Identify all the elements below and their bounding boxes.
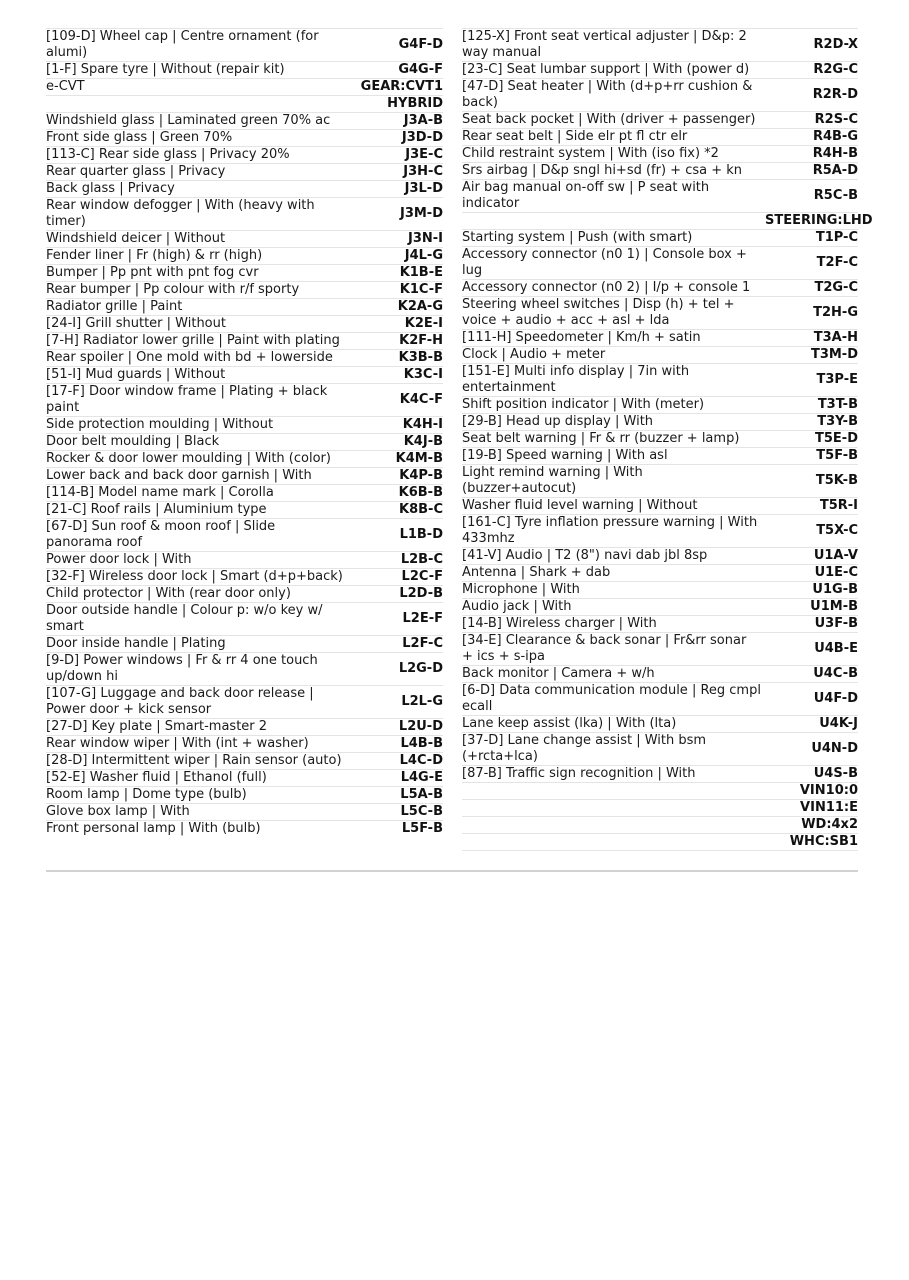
spec-description: Side protection moulding | Without bbox=[46, 417, 274, 432]
table-row bbox=[46, 752, 443, 769]
spec-code: T3M-D bbox=[810, 347, 858, 362]
spec-description: [28-D] Intermittent wiper | Rain sensor (auto) bbox=[46, 753, 342, 768]
table-row bbox=[462, 430, 858, 447]
table-row bbox=[46, 685, 443, 718]
table-row bbox=[462, 145, 858, 162]
spec-code: K4J-B bbox=[403, 434, 443, 449]
table-row bbox=[462, 212, 873, 229]
spec-description: [107-G] Luggage and back door release | Power door + kick sensor bbox=[46, 686, 314, 717]
spec-code: K2E-I bbox=[404, 316, 443, 331]
table-row bbox=[462, 514, 858, 547]
spec-code: T5E-D bbox=[815, 431, 858, 446]
table-row bbox=[46, 602, 443, 635]
table-row bbox=[462, 28, 858, 61]
table-row bbox=[46, 61, 443, 78]
spec-description: Light remind warning | With (buzzer+autocut) bbox=[462, 465, 643, 496]
spec-description: Rear window wiper | With (int + washer) bbox=[46, 736, 309, 751]
spec-code: T5F-B bbox=[816, 448, 858, 463]
spec-description: [109-D] Wheel cap | Centre ornament (for alumi) bbox=[46, 29, 319, 60]
spec-code: T3Y-B bbox=[817, 414, 858, 429]
table-row bbox=[462, 765, 858, 782]
spec-description: [111-H] Speedometer | Km/h + satin bbox=[462, 330, 701, 345]
spec-description: Rear seat belt | Side elr pt fl ctr elr bbox=[462, 129, 688, 144]
table-row bbox=[462, 396, 858, 413]
spec-code: U3F-B bbox=[814, 616, 858, 631]
spec-code: J3H-C bbox=[403, 164, 443, 179]
spec-description: [41-V] Audio | T2 (8") navi dab jbl 8sp bbox=[462, 548, 708, 563]
table-row bbox=[462, 61, 858, 78]
spec-description: Microphone | With bbox=[462, 582, 580, 597]
spec-code: K2A-G bbox=[397, 299, 443, 314]
table-row bbox=[462, 581, 858, 598]
spec-description: Steering wheel switches | Disp (h) + tel + voice + audio + acc + asl + lda bbox=[462, 297, 735, 328]
spec-code: J4L-G bbox=[404, 248, 443, 263]
spec-description: [29-B] Head up display | With bbox=[462, 414, 654, 429]
table-row bbox=[462, 564, 858, 581]
table-row bbox=[462, 111, 858, 128]
table-row bbox=[46, 180, 443, 197]
spec-code: VIN11:E bbox=[800, 800, 858, 815]
spec-description: Rocker & door lower moulding | With (color) bbox=[46, 451, 331, 466]
spec-description: [32-F] Wireless door lock | Smart (d+p+back) bbox=[46, 569, 343, 584]
table-row bbox=[46, 281, 443, 298]
spec-code: T5X-C bbox=[816, 523, 858, 538]
spec-code: HYBRID bbox=[387, 96, 443, 111]
spec-description: Shift position indicator | With (meter) bbox=[462, 397, 705, 412]
table-row bbox=[46, 735, 443, 752]
table-row bbox=[46, 112, 443, 129]
spec-description: Seat back pocket | With (driver + passenger) bbox=[462, 112, 756, 127]
spec-code: J3L-D bbox=[404, 181, 443, 196]
spec-description: Clock | Audio + meter bbox=[462, 347, 606, 362]
spec-code: K1B-E bbox=[399, 265, 443, 280]
spec-description: [37-D] Lane change assist | With bsm (+rcta+lca) bbox=[462, 733, 707, 764]
table-row bbox=[46, 298, 443, 315]
table-row bbox=[46, 803, 443, 820]
spec-code: J3M-D bbox=[399, 206, 443, 221]
spec-description: [113-C] Rear side glass | Privacy 20% bbox=[46, 147, 290, 162]
spec-description: [24-I] Grill shutter | Without bbox=[46, 316, 226, 331]
spec-code: R5A-D bbox=[812, 163, 858, 178]
table-row bbox=[462, 715, 858, 732]
spec-description: Antenna | Shark + dab bbox=[462, 565, 611, 580]
spec-description: Lane keep assist (lka) | With (lta) bbox=[462, 716, 677, 731]
spec-code: GEAR:CVT1 bbox=[360, 79, 443, 94]
spec-description: [87-B] Traffic sign recognition | With bbox=[462, 766, 696, 781]
table-row bbox=[46, 230, 443, 247]
spec-code: U4F-D bbox=[813, 691, 858, 706]
spec-code: R2G-C bbox=[813, 62, 858, 77]
spec-code: T2H-G bbox=[813, 305, 858, 320]
spec-code: K8B-C bbox=[399, 502, 443, 517]
spec-code: R5C-B bbox=[813, 188, 858, 203]
spec-description: Audio jack | With bbox=[462, 599, 572, 614]
spec-code: U1A-V bbox=[813, 548, 858, 563]
spec-description: [9-D] Power windows | Fr & rr 4 one touch up/down hi bbox=[46, 653, 318, 684]
spec-code: L2C-F bbox=[401, 569, 443, 584]
spec-description: Door inside handle | Plating bbox=[46, 636, 226, 651]
spec-code: J3D-D bbox=[401, 130, 443, 145]
table-row bbox=[46, 551, 443, 568]
spec-description: Front side glass | Green 70% bbox=[46, 130, 233, 145]
spec-code: K6B-B bbox=[398, 485, 443, 500]
options-table-left bbox=[46, 28, 443, 837]
table-row bbox=[462, 363, 858, 396]
table-row bbox=[462, 598, 858, 615]
spec-description: [114-B] Model name mark | Corolla bbox=[46, 485, 274, 500]
spec-code: WHC:SB1 bbox=[789, 834, 858, 849]
spec-code: L2B-C bbox=[400, 552, 443, 567]
spec-code: L2G-D bbox=[398, 661, 443, 676]
table-row bbox=[462, 615, 858, 632]
table-row bbox=[46, 416, 443, 433]
spec-description: [125-X] Front seat vertical adjuster | D&p: 2 way manual bbox=[462, 29, 747, 60]
table-row bbox=[46, 78, 443, 95]
table-row bbox=[462, 816, 858, 833]
table-row bbox=[462, 279, 858, 296]
spec-code: U4N-D bbox=[811, 741, 858, 756]
spec-description: Air bag manual on-off sw | P seat with indicator bbox=[462, 180, 710, 211]
spec-description: Glove box lamp | With bbox=[46, 804, 190, 819]
spec-code: K4C-F bbox=[399, 392, 443, 407]
table-row bbox=[46, 518, 443, 551]
table-row bbox=[462, 632, 858, 665]
spec-code: T3T-B bbox=[817, 397, 858, 412]
table-row bbox=[46, 366, 443, 383]
spec-code: L1B-D bbox=[399, 527, 443, 542]
table-row bbox=[462, 346, 858, 363]
spec-description: Windshield glass | Laminated green 70% ac bbox=[46, 113, 331, 128]
bottom-divider bbox=[46, 870, 858, 872]
spec-code: K1C-F bbox=[399, 282, 443, 297]
table-row bbox=[462, 229, 858, 246]
table-row bbox=[46, 568, 443, 585]
spec-description: [27-D] Key plate | Smart-master 2 bbox=[46, 719, 268, 734]
spec-code: T2F-C bbox=[816, 255, 858, 270]
spec-code: T5K-B bbox=[815, 473, 858, 488]
spec-description: Back glass | Privacy bbox=[46, 181, 175, 196]
spec-code: T3P-E bbox=[816, 372, 858, 387]
spec-code: L2D-B bbox=[399, 586, 443, 601]
table-row bbox=[46, 332, 443, 349]
spec-code: J3E-C bbox=[405, 147, 443, 162]
spec-description: [6-D] Data communication module | Reg cmpl ecall bbox=[462, 683, 761, 714]
spec-code: U4C-B bbox=[813, 666, 858, 681]
spec-code: L5C-B bbox=[400, 804, 443, 819]
spec-description: [7-H] Radiator lower grille | Paint with plating bbox=[46, 333, 340, 348]
spec-description: [34-E] Clearance & back sonar | Fr&rr sonar + ics + s-ipa bbox=[462, 633, 747, 664]
spec-code: VIN10:0 bbox=[799, 783, 858, 798]
table-row bbox=[46, 433, 443, 450]
spec-description: [19-B] Speed warning | With asl bbox=[462, 448, 668, 463]
spec-code: L4B-B bbox=[400, 736, 443, 751]
spec-description: Room lamp | Dome type (bulb) bbox=[46, 787, 247, 802]
spec-description: Accessory connector (n0 2) | I/p + console 1 bbox=[462, 280, 751, 295]
table-row bbox=[462, 78, 858, 111]
spec-description: Fender liner | Fr (high) & rr (high) bbox=[46, 248, 263, 263]
table-row bbox=[462, 162, 858, 179]
spec-code: R2S-C bbox=[814, 112, 858, 127]
table-row bbox=[46, 383, 443, 416]
spec-description: Srs airbag | D&p sngl hi+sd (fr) + csa + kn bbox=[462, 163, 743, 178]
spec-code: J3A-B bbox=[403, 113, 443, 128]
spec-description: [67-D] Sun roof & moon roof | Slide panorama roof bbox=[46, 519, 276, 550]
spec-description: e-CVT bbox=[46, 79, 85, 94]
spec-code: WD:4x2 bbox=[801, 817, 858, 832]
spec-description: [21-C] Roof rails | Aluminium type bbox=[46, 502, 267, 517]
table-row bbox=[46, 95, 443, 112]
spec-code: K3C-I bbox=[403, 367, 443, 382]
spec-description: Rear spoiler | One mold with bd + lowerside bbox=[46, 350, 333, 365]
spec-code: L2F-C bbox=[402, 636, 443, 651]
table-row bbox=[462, 296, 858, 329]
spec-description: Child restraint system | With (iso fix) *2 bbox=[462, 146, 719, 161]
table-row bbox=[46, 718, 443, 735]
spec-description: Lower back and back door garnish | With bbox=[46, 468, 312, 483]
spec-description: Starting system | Push (with smart) bbox=[462, 230, 693, 245]
spec-description: [52-E] Washer fluid | Ethanol (full) bbox=[46, 770, 267, 785]
table-row bbox=[46, 349, 443, 366]
table-row bbox=[462, 782, 858, 799]
table-row bbox=[46, 129, 443, 146]
table-row bbox=[46, 163, 443, 180]
spec-description: Rear window defogger | With (heavy with timer) bbox=[46, 198, 315, 229]
spec-code: R2R-D bbox=[812, 87, 858, 102]
spec-description: [23-C] Seat lumbar support | With (power d) bbox=[462, 62, 750, 77]
table-row bbox=[462, 665, 858, 682]
spec-code: R2D-X bbox=[813, 37, 858, 52]
spec-code: R4B-G bbox=[812, 129, 858, 144]
spec-code: K4P-B bbox=[399, 468, 443, 483]
spec-code: U1E-C bbox=[814, 565, 858, 580]
table-row bbox=[462, 447, 858, 464]
spec-code: K4H-I bbox=[402, 417, 443, 432]
options-table-right bbox=[462, 28, 873, 851]
table-row bbox=[46, 264, 443, 281]
spec-description: Radiator grille | Paint bbox=[46, 299, 183, 314]
spec-code: T2G-C bbox=[814, 280, 858, 295]
spec-description: Rear bumper | Pp colour with r/f sporty bbox=[46, 282, 300, 297]
table-row bbox=[462, 179, 858, 212]
spec-code: G4G-F bbox=[398, 62, 443, 77]
table-row bbox=[46, 769, 443, 786]
spec-code: R4H-B bbox=[812, 146, 858, 161]
spec-code: K4M-B bbox=[395, 451, 443, 466]
table-row bbox=[46, 467, 443, 484]
table-row bbox=[46, 635, 443, 652]
table-row bbox=[462, 464, 858, 497]
table-row bbox=[462, 833, 858, 850]
spec-code: K3B-B bbox=[398, 350, 443, 365]
spec-description: [1-F] Spare tyre | Without (repair kit) bbox=[46, 62, 285, 77]
spec-description: Rear quarter glass | Privacy bbox=[46, 164, 226, 179]
table-row bbox=[46, 146, 443, 163]
spec-code: T5R-I bbox=[819, 498, 858, 513]
spec-description: [14-B] Wireless charger | With bbox=[462, 616, 657, 631]
spec-code: L5F-B bbox=[401, 821, 443, 836]
spec-code: L2U-D bbox=[398, 719, 443, 734]
spec-code: G4F-D bbox=[398, 37, 443, 52]
table-row bbox=[462, 799, 858, 816]
table-row bbox=[462, 682, 858, 715]
spec-code: U4S-B bbox=[813, 766, 858, 781]
table-row bbox=[46, 585, 443, 602]
spec-description: Washer fluid level warning | Without bbox=[462, 498, 698, 513]
table-row bbox=[46, 315, 443, 332]
spec-code: U4K-J bbox=[819, 716, 858, 731]
spec-code: J3N-I bbox=[408, 231, 443, 246]
spec-description: [17-F] Door window frame | Plating + black paint bbox=[46, 384, 328, 415]
spec-description: Front personal lamp | With (bulb) bbox=[46, 821, 261, 836]
spec-description: Back monitor | Camera + w/h bbox=[462, 666, 655, 681]
spec-description: Door belt moulding | Black bbox=[46, 434, 220, 449]
spec-code: L5A-B bbox=[400, 787, 443, 802]
spec-description: [151-E] Multi info display | 7in with entertainment bbox=[462, 364, 690, 395]
spec-code: STEERING:LHD bbox=[765, 213, 873, 228]
table-row bbox=[46, 28, 443, 61]
table-row bbox=[46, 247, 443, 264]
table-row bbox=[462, 413, 858, 430]
spec-description: [51-I] Mud guards | Without bbox=[46, 367, 226, 382]
spec-description: [47-D] Seat heater | With (d+p+rr cushion & back) bbox=[462, 79, 753, 110]
table-row bbox=[462, 547, 858, 564]
spec-code: U4B-E bbox=[814, 641, 858, 656]
spec-description: Power door lock | With bbox=[46, 552, 192, 567]
table-row bbox=[462, 732, 858, 765]
table-row bbox=[462, 246, 858, 279]
spec-description: [161-C] Tyre inflation pressure warning | With 433mhz bbox=[462, 515, 758, 546]
spec-code: L4G-E bbox=[400, 770, 443, 785]
spec-code: T1P-C bbox=[815, 230, 858, 245]
spec-code: T3A-H bbox=[813, 330, 858, 345]
table-row bbox=[462, 497, 858, 514]
spec-columns bbox=[46, 28, 873, 851]
spec-description: Seat belt warning | Fr & rr (buzzer + lamp) bbox=[462, 431, 740, 446]
spec-description: Door outside handle | Colour p: w/o key w/ smart bbox=[46, 603, 323, 634]
spec-description: Bumper | Pp pnt with pnt fog cvr bbox=[46, 265, 259, 280]
spec-description: Accessory connector (n0 1) | Console box + lug bbox=[462, 247, 747, 278]
spec-code: L4C-D bbox=[399, 753, 443, 768]
spec-code: L2E-F bbox=[402, 611, 443, 626]
spec-code: K2F-H bbox=[399, 333, 443, 348]
table-row bbox=[46, 450, 443, 467]
table-row bbox=[46, 484, 443, 501]
spec-code: L2L-G bbox=[401, 694, 443, 709]
table-row bbox=[46, 501, 443, 518]
table-row bbox=[46, 786, 443, 803]
table-row bbox=[46, 197, 443, 230]
table-row bbox=[46, 652, 443, 685]
spec-code: U1M-B bbox=[810, 599, 858, 614]
table-row bbox=[462, 329, 858, 346]
spec-description: Child protector | With (rear door only) bbox=[46, 586, 291, 601]
spec-description: Windshield deicer | Without bbox=[46, 231, 226, 246]
table-row bbox=[46, 820, 443, 837]
table-row bbox=[462, 128, 858, 145]
spec-code: U1G-B bbox=[812, 582, 858, 597]
